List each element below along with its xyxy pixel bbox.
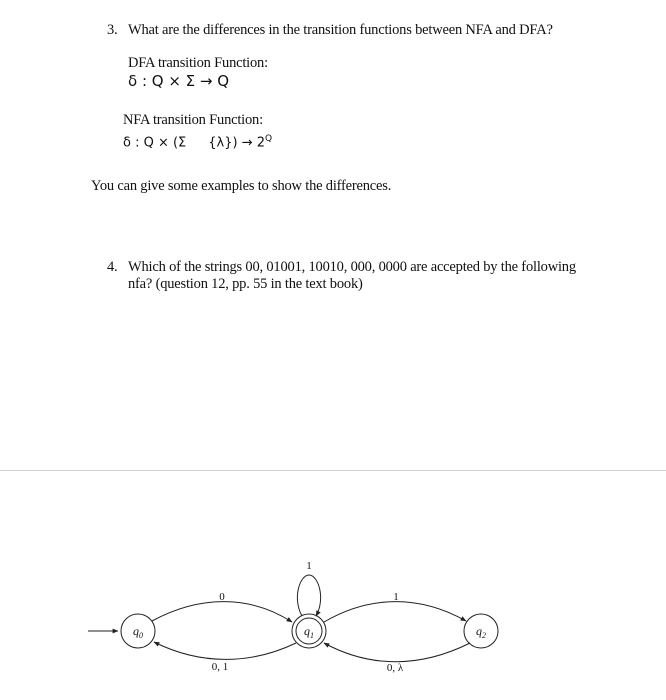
edge-label-q2-q1: 0, λ [386,662,404,674]
dfa-transition-label: DFA transition Function: [128,55,268,71]
edge-label-q1-q0: 0, 1 [211,661,229,673]
nfa-formula-left: δ : Q × (Σ [123,135,187,151]
edge-q2-q1 [324,643,470,662]
dfa-transition-formula: δ : Q × Σ → Q [128,72,230,90]
examples-note: You can give some examples to show the differences. [91,178,392,194]
question-3-number: 3. [107,22,118,38]
edge-label-q1-q2: 1 [393,591,399,603]
edge-label-q0-q1: 0 [219,591,225,603]
question-4-number: 4. [107,259,118,275]
section-divider [0,470,666,471]
edge-q1-q2 [324,602,466,622]
nfa-formula-right: {λ}) → 2 [208,135,266,151]
question-4-text-line1: Which of the strings 00, 01001, 10010, 000, 0000 are accepted by the following [128,259,576,275]
state-q1-label: $q_1$ [304,624,314,640]
edge-label-q1-loop: 1 [306,560,312,572]
nfa-transition-formula [123,131,272,151]
nfa-formula-superscript: Q [265,134,273,144]
edge-q0-q1 [152,602,292,622]
state-q2-label: $q_2$ [476,624,486,640]
edge-q1-q0 [154,642,296,659]
nfa-transition-label: NFA transition Function: [123,112,263,128]
question-3-text: What are the differences in the transition functions between NFA and DFA? [128,22,553,38]
nfa-diagram [0,540,666,700]
edge-q1-loop [297,575,320,616]
question-4-text-line2: nfa? (question 12, pp. 55 in the text book) [128,276,363,292]
state-q0-label: $q_0$ [133,624,143,640]
